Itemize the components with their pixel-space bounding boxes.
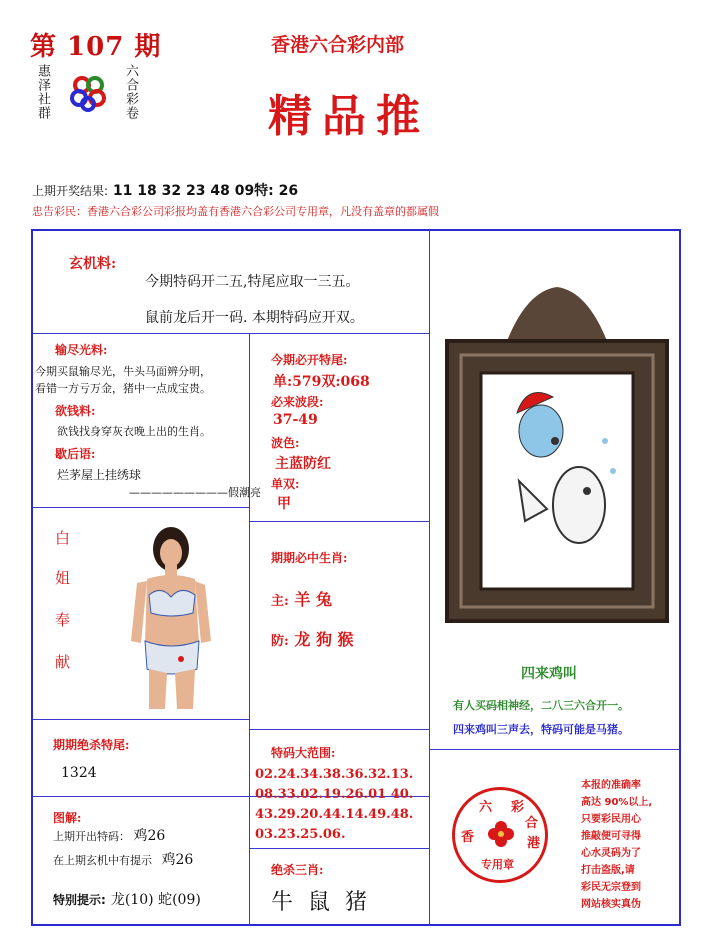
warning-text: 忠告彩民：香港六合彩公司彩报均盖有香港六合彩公司专用章，凡没有盖章的都属假 (32, 205, 439, 218)
danshuang-value: 单:579双:068 (273, 374, 370, 390)
xiehouyu-line1: 烂茅屋上挂绣球 (57, 468, 142, 482)
xiehouyu-title: 歇后语: (55, 447, 96, 461)
shengxiao-main-label: 主: (271, 594, 289, 609)
accuracy-line: 网站核实真伪 (581, 899, 641, 910)
divider (429, 749, 681, 750)
shengxiao-fang-value: 龙 狗 猴 (294, 630, 354, 649)
divider (33, 507, 249, 508)
accuracy-line: 只要彩民用心 (581, 814, 641, 825)
bose-value: 主蓝防红 (275, 456, 331, 472)
stamp-bottom: 专用章 (481, 858, 514, 871)
painting-caption: 四来鸡叫 (521, 666, 577, 682)
accuracy-line: 打击盗版,请 (581, 865, 635, 876)
beauty-char-3: 奉 (55, 611, 71, 629)
special-value: 龙(10) 蛇(09) (110, 892, 201, 908)
jueshe-value: 1324 (61, 765, 97, 781)
tujie-last-value: 鸡26 (133, 828, 166, 844)
juesha-value: 牛 鼠 猪 (271, 890, 371, 915)
boduan-value: 37-49 (273, 412, 318, 428)
beauty-char-1: 白 (55, 529, 71, 547)
accuracy-line: 高达 90%以上, (581, 797, 653, 808)
boduan-title: 必来波段: (271, 395, 324, 409)
stamp-char: 彩 (511, 800, 525, 815)
results-label: 上期开奖结果: (32, 184, 109, 198)
divider (249, 333, 250, 926)
xiehouyu-line2: —————————假潮亮 (129, 486, 261, 499)
stamp-char: 港 (527, 836, 541, 851)
special-label: 特别提示: (53, 893, 106, 907)
results-numbers: 11 18 32 23 48 09特: 26 (112, 183, 299, 199)
last-results (32, 180, 298, 200)
accuracy-text (581, 777, 652, 913)
shengxiao-main-value: 羊 兔 (294, 590, 332, 609)
shuzhu-title: 输尽光料: (55, 343, 108, 357)
bose-title: 波色: (271, 436, 300, 450)
framed-cartoon (437, 281, 677, 626)
fanwei-row: 08.33.02.19.26.01 40. (255, 787, 414, 802)
divider (249, 729, 429, 730)
tujie-last-label: 上期开出特码： (53, 830, 130, 843)
tujie-hint-value: 鸡26 (161, 852, 194, 868)
official-stamp (452, 787, 548, 883)
painting-line2: 四来鸡叫三声去，特码可能是马猪。 (453, 723, 629, 736)
accuracy-line: 推敲便可寻得 (581, 831, 641, 842)
xuanji-line1: 今期特码开二五,特尾应取一三五。 (145, 274, 360, 290)
page-title: 精品推 (268, 91, 430, 142)
accuracy-line: 本报的准确率 (581, 780, 641, 791)
shengxiao-fang-label: 防: (271, 634, 289, 649)
stamp-char: 香 (461, 830, 475, 845)
main-frame (31, 229, 681, 926)
stamp-char: 六 (479, 800, 493, 815)
shuzhu-line1: 今期买鼠输尽光，牛头马面辨分明， (35, 365, 211, 378)
stamp-char: 合 (525, 816, 539, 831)
issue-number: 第 107 期 (30, 32, 162, 62)
painting-line1: 有人买码相神经，二八三六合开一。 (453, 699, 629, 712)
divider (33, 719, 249, 720)
divider (249, 848, 429, 849)
divider (33, 333, 429, 334)
fanwei-row: 03.23.25.06. (255, 827, 346, 842)
beauty-char-2: 姐 (55, 569, 71, 587)
hk-heading: 香港六合彩内部 (271, 34, 405, 56)
divider (249, 521, 429, 522)
juesha-title: 绝杀三肖: (271, 863, 324, 877)
bixuan-title: 今期必开特尾: (271, 353, 348, 367)
model-photo (119, 523, 215, 709)
xuanji-line2: 鼠前龙后开一码. 本期特码应开双。 (145, 310, 364, 326)
flower-icon (487, 820, 515, 848)
special-hint (53, 889, 201, 909)
club-name-left: 惠泽社群 (35, 64, 50, 120)
shuzhu-line2: 看错一方亏万金，猪中一点成宝贵。 (35, 382, 211, 395)
club-name-right: 六合彩卷 (123, 64, 138, 120)
dansh-title: 单双: (271, 477, 300, 491)
xuanji-title: 玄机料: (69, 256, 117, 272)
accuracy-line: 彩民无宗登到 (581, 882, 641, 893)
qiannu-line1: 欲钱找身穿灰衣晚上出的生肖。 (57, 425, 211, 438)
tujie-hint (53, 853, 193, 868)
tujie-hint-label: 在上期玄机中有提示 (53, 854, 152, 867)
fanwei-title: 特码大范围: (271, 746, 336, 760)
shengxiao-title: 期期必中生肖: (271, 551, 348, 565)
fanwei-row: 02.24.34.38.36.32.13. (255, 767, 414, 782)
dansh-value: 甲 (277, 496, 291, 512)
qiannu-title: 欲钱料: (55, 404, 96, 418)
shengxiao-fang (271, 627, 354, 650)
shengxiao-main (271, 587, 332, 610)
jueshe-title: 期期绝杀特尾: (53, 738, 130, 752)
fanwei-row: 43.29.20.44.14.49.48. (255, 807, 414, 822)
tujie-last (53, 829, 165, 844)
lottery-logo-icon (68, 74, 108, 112)
beauty-char-4: 献 (55, 653, 71, 671)
divider (429, 231, 430, 926)
accuracy-line: 心水灵码为了 (581, 848, 641, 859)
tujie-title: 图解: (53, 811, 82, 825)
